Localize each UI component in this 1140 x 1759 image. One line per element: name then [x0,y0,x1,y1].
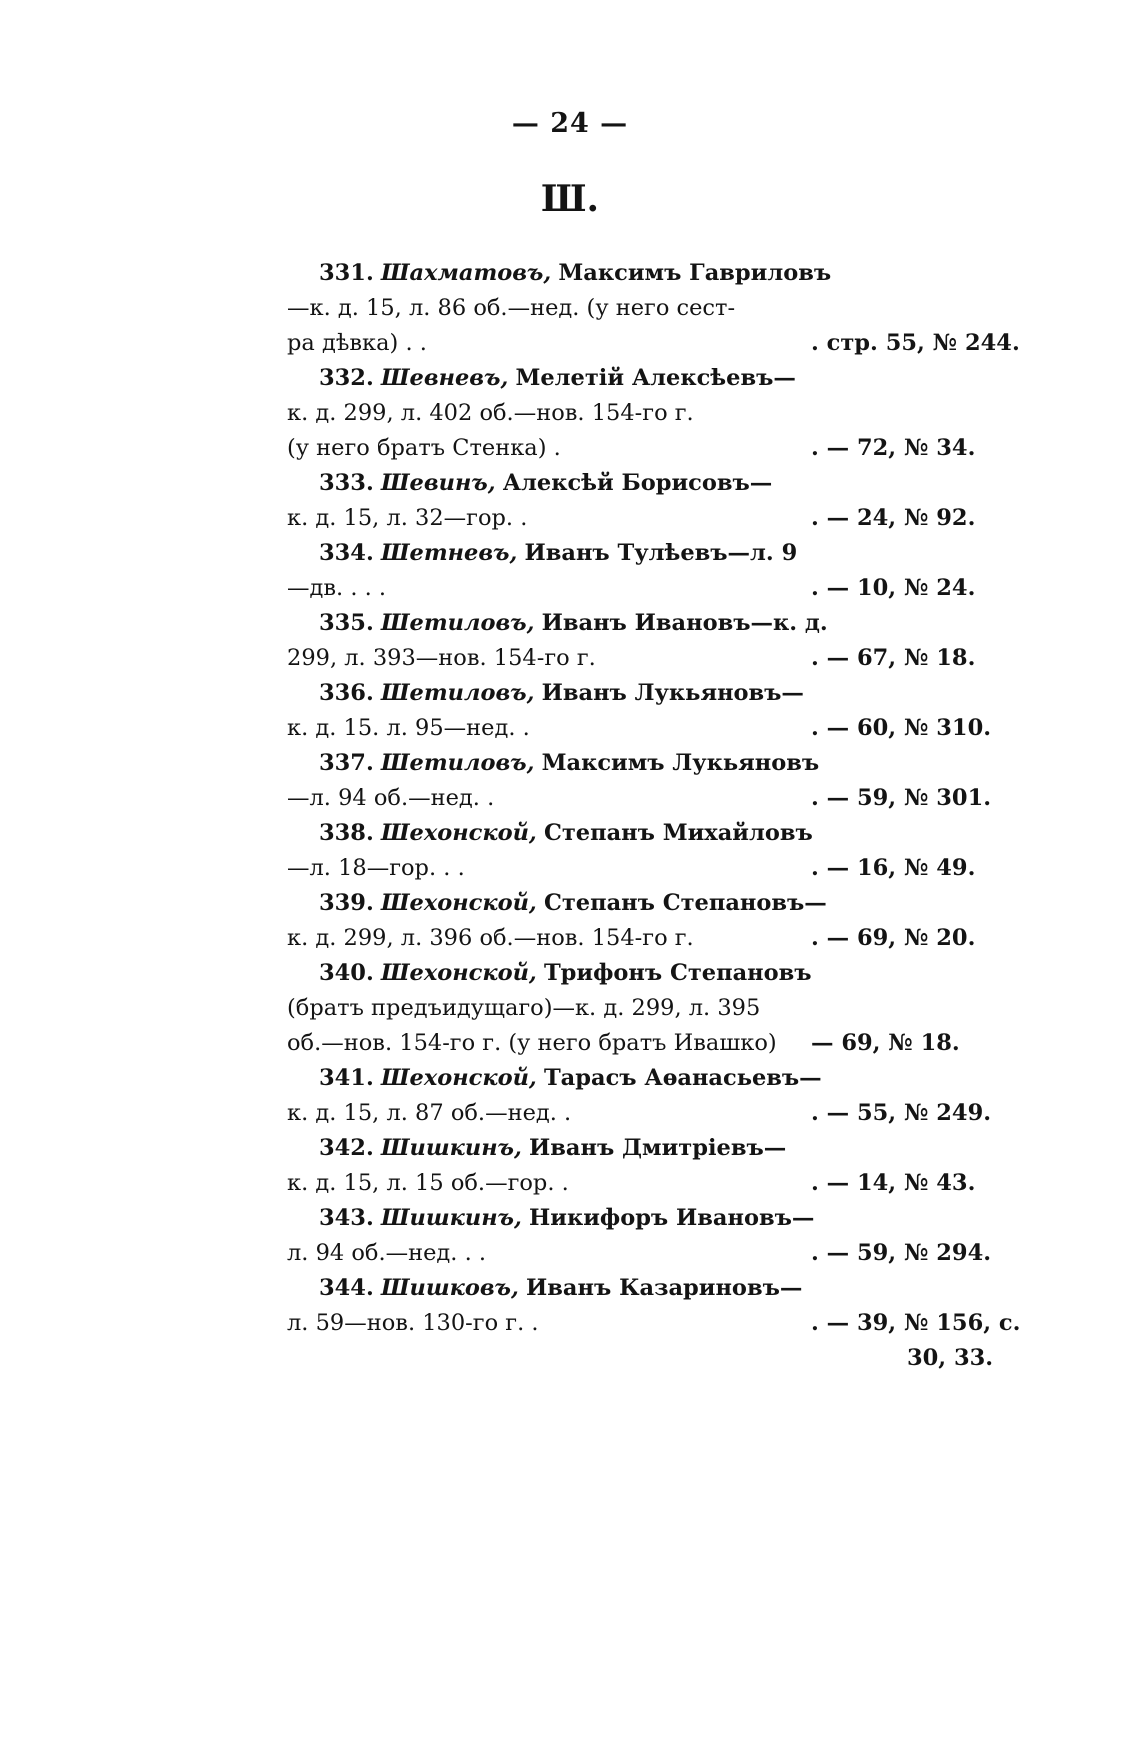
entry-detail-text: (братъ предъидущаго)—к. д. 299, л. 395 [287,995,761,1021]
entry-detail-line [287,501,1067,536]
entry-item [287,1131,1067,1201]
entry-detail-line [287,1166,1067,1201]
entry-heading-line [287,536,1067,571]
section-letter: Ш. [540,178,600,220]
entry-item [287,1271,1067,1376]
entry-item [287,361,1067,466]
entry-surname: Шетиловъ, [380,680,535,706]
entry-heading-line [287,256,1067,291]
entry-item [287,256,1067,361]
entry-detail-line [287,1236,1067,1271]
entry-given-name: Никифоръ Ивановъ— [529,1205,815,1231]
entry-number: 336. [319,680,374,706]
entry-number: 332. [319,365,374,391]
entry-surname: Шехонской, [380,1065,537,1091]
entry-reference-continuation-line [287,1341,1067,1376]
entry-item [287,466,1067,536]
entry-heading-line [287,466,1067,501]
entry-surname: Шишкинъ, [380,1205,522,1231]
entry-heading-line [287,956,1067,991]
entry-item [287,1201,1067,1271]
entry-given-name: Алексѣй Борисовъ— [502,470,773,496]
entry-detail-line [287,921,1067,956]
entry-number: 335. [319,610,374,636]
entry-surname: Шетиловъ, [380,750,535,776]
entry-heading-line [287,1271,1067,1306]
entry-item [287,606,1067,676]
entry-given-name: Трифонъ Степановъ [543,960,812,986]
entry-detail-line [287,431,1067,466]
entry-surname: Шишковъ, [380,1275,519,1301]
entry-reference: . — 55, № 249. [811,1100,992,1126]
entry-detail-text: к. д. 15, л. 32—гор. . [287,505,528,531]
entry-number: 344. [319,1275,374,1301]
entry-detail-line [287,1026,1067,1061]
entry-surname: Шехонской, [380,960,537,986]
entry-reference: . стр. 55, № 244. [811,330,1020,356]
entry-surname: Шевневъ, [380,365,509,391]
entry-given-name: Степанъ Степановъ— [543,890,827,916]
entry-detail-line [287,781,1067,816]
entry-detail-text: —л. 94 об.—нед. . [287,785,495,811]
entry-number: 333. [319,470,374,496]
entry-number: 341. [319,1065,374,1091]
entry-item [287,886,1067,956]
entry-detail-line [287,1096,1067,1131]
entry-reference: . — 16, № 49. [811,855,976,881]
entry-detail-line [287,641,1067,676]
entry-heading-line [287,746,1067,781]
entry-detail-line [287,291,1067,326]
entry-detail-text: —л. 18—гор. . . [287,855,465,881]
entry-given-name: Максимъ Гавриловъ [558,260,832,286]
entry-surname: Шетиловъ, [380,610,535,636]
entry-detail-line [287,326,1067,361]
entry-number: 334. [319,540,374,566]
entry-heading-line [287,361,1067,396]
entry-detail-text: к. д. 299, л. 402 об.—нов. 154-го г. [287,400,694,426]
entry-given-name: Тарасъ Аѳанасьевъ— [543,1065,822,1091]
entry-item [287,746,1067,816]
entry-heading-line [287,816,1067,851]
entry-detail-text: к. д. 15. л. 95—нед. . [287,715,530,741]
entry-given-name: Максимъ Лукьяновъ [541,750,820,776]
entry-reference: . — 59, № 301. [811,785,992,811]
entry-item [287,1061,1067,1131]
entry-given-name: Иванъ Лукьяновъ— [541,680,804,706]
entry-reference: . — 60, № 310. [811,715,992,741]
entry-heading-line [287,676,1067,711]
entry-item [287,676,1067,746]
entry-given-name: Иванъ Казариновъ— [526,1275,803,1301]
entry-item [287,816,1067,886]
entry-number: 339. [319,890,374,916]
entry-given-name: Иванъ Дмитріевъ— [529,1135,787,1161]
entry-number: 331. [319,260,374,286]
entry-detail-text: —к. д. 15, л. 86 об.—нед. (у него сест- [287,295,736,321]
entry-detail-text: —дв. . . . [287,575,387,601]
entry-detail-text: об.—нов. 154-го г. (у него братъ Ивашко) [287,1030,777,1056]
entry-number: 343. [319,1205,374,1231]
entry-surname: Шишкинъ, [380,1135,522,1161]
entry-detail-line [287,991,1067,1026]
entry-list [287,256,1067,1376]
entry-surname: Шехонской, [380,890,537,916]
entry-given-name: Мелетій Алексѣевъ— [515,365,796,391]
entry-number: 338. [319,820,374,846]
entry-detail-line [287,851,1067,886]
entry-reference-continuation: 30, 33. [907,1345,994,1371]
entry-number: 337. [319,750,374,776]
entry-detail-text: л. 94 об.—нед. . . [287,1240,487,1266]
entry-detail-text: 299, л. 393—нов. 154-го г. [287,645,596,671]
entry-detail-line [287,396,1067,431]
entry-detail-text: ра дѣвка) . . [287,330,427,356]
entry-reference: . — 59, № 294. [811,1240,992,1266]
entry-surname: Шахматовъ, [380,260,552,286]
entry-reference: . — 10, № 24. [811,575,976,601]
entry-detail-text: л. 59—нов. 130-го г. . [287,1310,539,1336]
entry-detail-line [287,1306,1067,1341]
entry-item [287,956,1067,1061]
entry-heading-line [287,606,1067,641]
entry-reference: . — 69, № 20. [811,925,976,951]
entry-detail-text: к. д. 15, л. 87 об.—нед. . [287,1100,572,1126]
entry-reference: . — 67, № 18. [811,645,976,671]
entry-detail-text: к. д. 15, л. 15 об.—гор. . [287,1170,569,1196]
entry-heading-line [287,1061,1067,1096]
entry-detail-text: к. д. 299, л. 396 об.—нов. 154-го г. [287,925,694,951]
entry-number: 342. [319,1135,374,1161]
entry-number: 340. [319,960,374,986]
entry-given-name: Степанъ Михайловъ [543,820,813,846]
entry-reference: . — 14, № 43. [811,1170,976,1196]
entry-surname: Шетневъ, [380,540,518,566]
entry-reference: . — 72, № 34. [811,435,976,461]
page-number: — 24 — [511,108,629,139]
entry-reference: . — 39, № 156, с. [811,1310,1021,1336]
entry-detail-line [287,571,1067,606]
entry-heading-line [287,886,1067,921]
entry-given-name: Иванъ Тулѣевъ—л. 9 [524,540,798,566]
entry-reference: — 69, № 18. [811,1030,960,1056]
entry-detail-text: (у него братъ Стенка) . [287,435,561,461]
entry-surname: Шевинъ, [380,470,496,496]
entry-given-name: Иванъ Ивановъ—к. д. [541,610,828,636]
entry-reference: . — 24, № 92. [811,505,976,531]
entry-detail-line [287,711,1067,746]
entry-heading-line [287,1201,1067,1236]
entry-heading-line [287,1131,1067,1166]
entry-surname: Шехонской, [380,820,537,846]
entry-item [287,536,1067,606]
